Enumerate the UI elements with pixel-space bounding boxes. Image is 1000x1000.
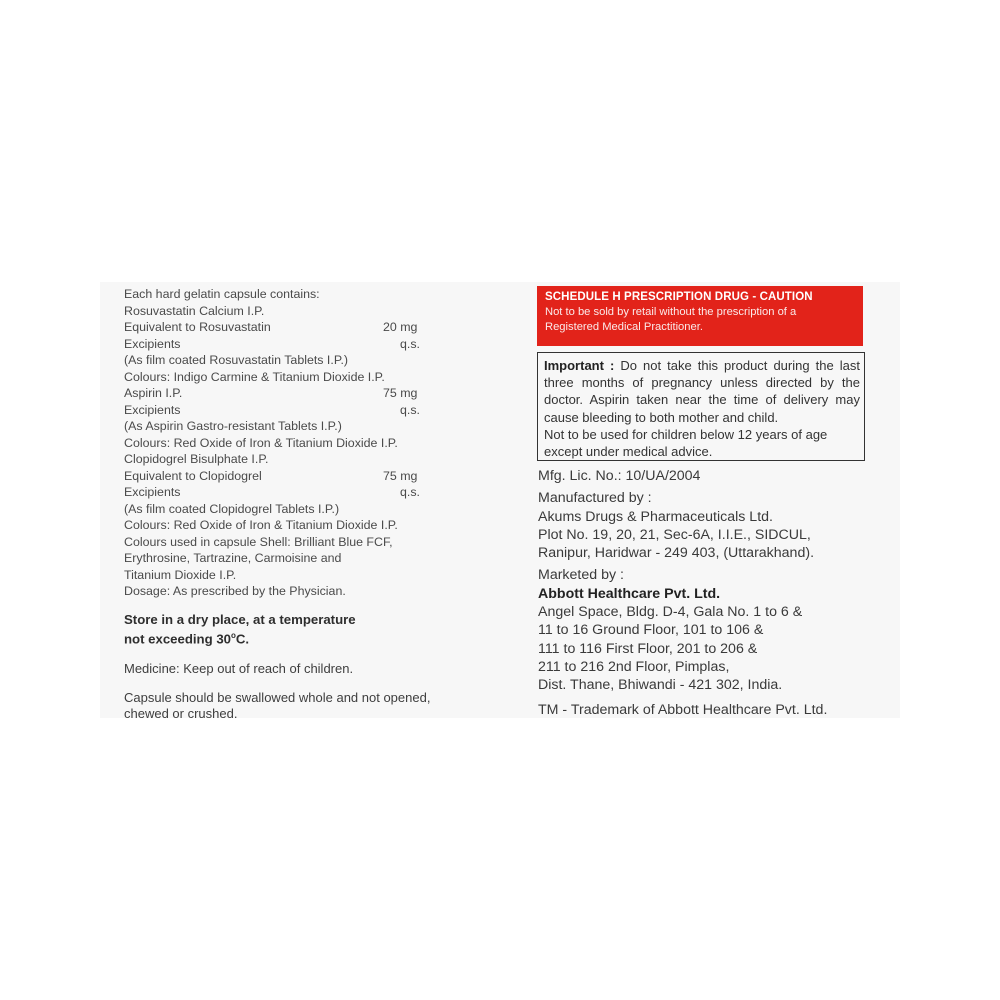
composition-text: Clopidogrel Bisulphate I.P. [124, 452, 269, 466]
composition-text: Rosuvastatin Calcium I.P. [124, 303, 265, 318]
composition-line [124, 336, 454, 353]
composition-line [124, 319, 454, 336]
marketer-address-1: Angel Space, Bldg. D-4, Gala No. 1 to 6 & [538, 604, 803, 621]
composition-line [124, 385, 454, 402]
composition-text: Equivalent to Rosuvastatin [124, 320, 271, 334]
composition-line [124, 402, 454, 419]
composition-text: Titanium Dioxide I.P. [124, 567, 237, 582]
composition-line [124, 435, 454, 452]
composition-quantity: q.s. [400, 336, 420, 351]
capsule-line-1: Capsule should be swallowed whole and not opened, [124, 689, 431, 705]
composition-line [124, 418, 454, 435]
composition-line [124, 352, 454, 369]
composition-text: Colours: Red Oxide of Iron & Titanium Dioxide I.P. [124, 518, 398, 532]
composition-text: Colours: Indigo Carmine & Titanium Dioxide I.P. [124, 369, 385, 384]
capsule-line-2: chewed or crushed. [124, 705, 238, 721]
schedule-h-title: SCHEDULE H PRESCRIPTION DRUG - CAUTION [545, 291, 813, 303]
medicine-warning: Medicine: Keep out of reach of children. [124, 660, 354, 676]
composition-text: Each hard gelatin capsule contains: [124, 287, 320, 301]
composition-text: (As film coated Clopidogrel Tablets I.P.) [124, 501, 340, 516]
important-pregnancy-warning [544, 357, 860, 426]
composition-text: Colours used in capsule Shell: Brilliant Blue FCF, [124, 534, 393, 549]
mfg-license-number: Mfg. Lic. No.: 10/UA/2004 [538, 468, 701, 484]
manufacturer-address-2: Ranipur, Haridwar - 249 403, (Uttarakhand). [538, 545, 815, 562]
trademark-notice: TM - Trademark of Abbott Healthcare Pvt. Ltd. [538, 701, 828, 718]
composition-text: Excipients [124, 402, 181, 417]
composition-line [124, 286, 454, 303]
composition-line [124, 583, 454, 600]
manufacturer-address-1: Plot No. 19, 20, 21, Sec-6A, I.I.E., SIDCUL, [538, 526, 811, 543]
composition-quantity: q.s. [400, 485, 420, 499]
composition-line [124, 501, 454, 518]
manufacturer-name: Akums Drugs & Pharmaceuticals Ltd. [538, 508, 773, 525]
marketer-address-2: 11 to 16 Ground Floor, 101 to 106 & [538, 622, 764, 639]
marketer-address-5: Dist. Thane, Bhiwandi - 421 302, India. [538, 677, 783, 694]
important-text: Do not take this product during the last three months of pregnancy unless directed by the doctor. Aspirin taken near the time of delivery may cause bleeding to both mother and child. [544, 358, 860, 425]
marketer-address-3: 111 to 116 First Floor, 201 to 206 & [538, 640, 758, 657]
storage-line-2: not exceeding 30$^o$C. [124, 630, 250, 646]
schedule-h-line-1: Not to be sold by retail without the prescription of a [545, 306, 797, 318]
composition-text: Colours: Red Oxide of Iron & Titanium Dioxide I.P. [124, 435, 398, 450]
composition-text: (As Aspirin Gastro-resistant Tablets I.P.) [124, 419, 342, 433]
composition-line [124, 369, 454, 386]
composition-line [124, 534, 454, 551]
composition-quantity: 75 mg [383, 386, 418, 400]
composition-quantity: q.s. [400, 402, 420, 417]
children-warning-line-2: except under medical advice. [544, 444, 713, 460]
composition-line [124, 451, 454, 468]
marketer-name: Abbott Healthcare Pvt. Ltd. [538, 585, 721, 602]
composition-text: Excipients [124, 336, 181, 351]
composition-text: Aspirin I.P. [124, 386, 183, 400]
composition-line [124, 567, 454, 584]
composition-text: Equivalent to Clopidogrel [124, 468, 262, 483]
storage-instructions [124, 612, 454, 647]
important-warning-box [537, 352, 865, 461]
composition-text: Erythrosine, Tartrazine, Carmoisine and [124, 551, 342, 565]
marketed-by-label: Marketed by : [538, 567, 624, 584]
composition-text: (As film coated Rosuvastatin Tablets I.P.) [124, 353, 349, 367]
composition-line [124, 550, 454, 567]
composition-line [124, 303, 454, 320]
degree-symbol: o [231, 630, 236, 640]
composition-line [124, 517, 454, 534]
composition-list [124, 286, 454, 600]
schedule-h-line-2: Registered Medical Practitioner. [545, 321, 703, 333]
important-label: Important : [544, 358, 615, 373]
composition-text: Dosage: As prescribed by the Physician. [124, 584, 346, 598]
schedule-h-caution-box [537, 286, 863, 346]
composition-text: Excipients [124, 485, 181, 499]
manufactured-by-label: Manufactured by : [538, 490, 652, 507]
composition-line [124, 484, 454, 501]
manufacturer-section [538, 467, 878, 719]
composition-section [124, 286, 454, 722]
composition-line [124, 468, 454, 485]
storage-line-1: Store in a dry place, at a temperature [124, 611, 356, 627]
composition-quantity: 75 mg [383, 468, 418, 483]
composition-quantity: 20 mg [383, 320, 418, 334]
children-warning-line-1: Not to be used for children below 12 years of age [544, 426, 828, 442]
marketer-address-4: 211 to 216 2nd Floor, Pimplas, [538, 658, 730, 675]
capsule-instructions [124, 690, 454, 722]
